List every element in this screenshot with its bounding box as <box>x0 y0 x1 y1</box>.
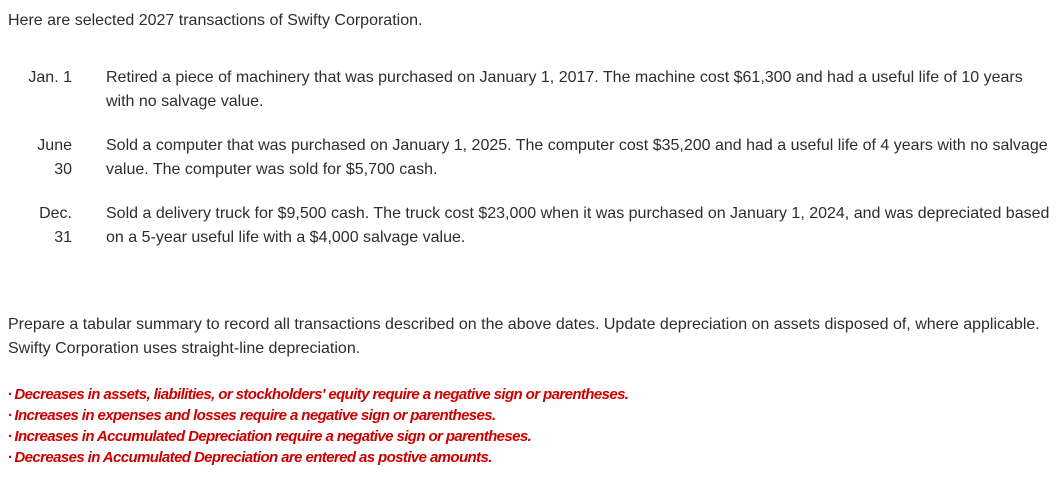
instruction-text: Prepare a tabular summary to record all transactions described on the above dates. Update depreciation on assets disposed of, where applicable. Swifty Corporation uses straight-line depreciation. <box>8 316 1040 357</box>
bullet-icon: · <box>8 449 13 466</box>
note-item <box>8 405 628 426</box>
transaction-description: Sold a delivery truck for $9,500 cash. The truck cost $23,000 when it was purchased on January 1, 2024, and was depreciated based on a 5-year useful life with a $4,000 salvage value. <box>106 205 1050 246</box>
note-item <box>8 384 628 405</box>
transaction-description: Retired a piece of machinery that was purchased on January 1, 2017. The machine cost $61,300 and had a useful life of 10 years with no salvage value. <box>106 69 1023 110</box>
note-text: Decreases in assets, liabilities, or stockholders' equity require a negative sign or parentheses. <box>14 386 629 403</box>
transaction-date-line2: 30 <box>54 161 72 178</box>
bullet-icon: · <box>8 407 13 424</box>
note-text: Increases in Accumulated Depreciation require a negative sign or parentheses. <box>14 428 532 445</box>
transaction-date-line1: Jan. 1 <box>28 69 72 86</box>
note-item <box>8 447 628 468</box>
sign-convention-notes <box>8 384 628 468</box>
transaction-date <box>14 134 72 182</box>
bullet-icon: · <box>8 386 13 403</box>
transaction-date <box>14 66 72 90</box>
note-text: Increases in expenses and losses require a negative sign or parentheses. <box>14 407 496 424</box>
transaction-date-line1: June <box>37 137 72 154</box>
transaction-date-line2: 31 <box>54 229 72 246</box>
intro-text: Here are selected 2027 transactions of Swifty Corporation. <box>8 12 423 29</box>
transaction-date <box>14 202 72 250</box>
transaction-description: Sold a computer that was purchased on January 1, 2025. The computer cost $35,200 and had a useful life of 4 years with no salvage value. The computer was sold for $5,700 cash. <box>106 137 1048 178</box>
note-item <box>8 426 628 447</box>
transaction-date-line1: Dec. <box>39 205 72 222</box>
bullet-icon: · <box>8 428 13 445</box>
note-text: Decreases in Accumulated Depreciation are entered as postive amounts. <box>14 449 492 466</box>
